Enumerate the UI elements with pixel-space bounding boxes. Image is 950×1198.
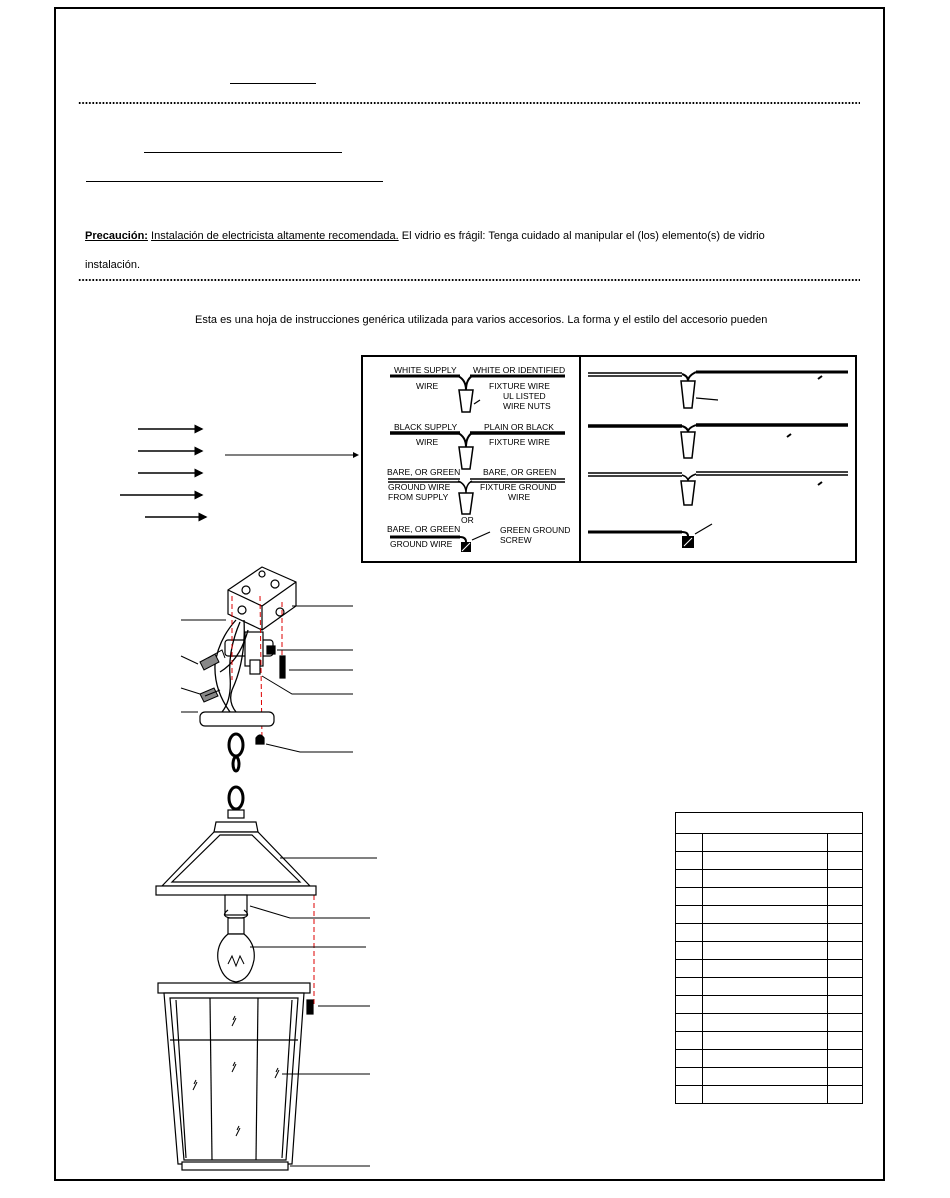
label-green-screw-2: SCREW: [500, 535, 532, 545]
label-black-supply-wire: WIRE: [416, 437, 439, 447]
lantern-top: [156, 810, 316, 915]
parts-table-header: [676, 813, 863, 834]
label-white-supply-wire: WIRE: [416, 381, 439, 391]
label-wire-nuts: WIRE NUTS: [503, 401, 551, 411]
caution-recommendation: Instalación de electricista altamente recomendada.: [151, 230, 399, 242]
caution-glass-warning: El vidrio es frágil: Tenga cuidado al manipular el (los) elemento(s) de vidrio: [401, 230, 765, 242]
canopy: [200, 656, 285, 744]
label-white-fixture: WHITE OR IDENTIFIED: [473, 365, 566, 375]
table-row: [676, 888, 863, 906]
label-or: OR: [461, 515, 474, 525]
label-ul-listed: UL LISTED: [503, 391, 546, 401]
label-ground-fixture-1: BARE, OR GREEN: [483, 467, 557, 477]
label-ground-alt-1: BARE, OR GREEN: [387, 524, 461, 534]
table-row: [676, 834, 863, 852]
parts-table: [675, 812, 863, 1104]
table-row: [676, 870, 863, 888]
table-row: [676, 942, 863, 960]
label-ground-fixture-2: FIXTURE GROUND: [480, 482, 557, 492]
label-ground-alt-2: GROUND WIRE: [390, 539, 453, 549]
table-row: [676, 852, 863, 870]
lantern-body: [158, 983, 313, 1170]
table-row: [676, 1032, 863, 1050]
label-ground-supply-1: BARE, OR GREEN: [387, 467, 461, 477]
chain-loop: [229, 734, 243, 809]
table-row: [676, 924, 863, 942]
table-row: [676, 960, 863, 978]
table-row: [676, 996, 863, 1014]
caution-continuation: instalación.: [85, 259, 141, 271]
label-black-fixture-wire: FIXTURE WIRE: [489, 437, 550, 447]
table-row: [676, 1014, 863, 1032]
label-ground-fixture-3: WIRE: [508, 492, 531, 502]
wire-connectors: [200, 650, 225, 702]
table-row: [676, 1068, 863, 1086]
label-white-supply: WHITE SUPPLY: [394, 365, 457, 375]
generic-instruction-note: Esta es una hoja de instrucciones genérica utilizada para varios accesorios. La forma y el estilo del accesorio pueden: [195, 314, 768, 326]
table-row: [676, 906, 863, 924]
label-black-fixture: PLAIN OR BLACK: [484, 422, 554, 432]
wiring-diagram-box: [362, 356, 856, 562]
label-white-fixture-wire: FIXTURE WIRE: [489, 381, 550, 391]
light-bulb: [218, 910, 255, 982]
supply-wires: [215, 620, 248, 712]
table-row: [676, 1086, 863, 1104]
table-row: [676, 978, 863, 996]
label-ground-supply-2: GROUND WIRE: [388, 482, 451, 492]
label-black-supply: BLACK SUPPLY: [394, 422, 458, 432]
caution-label: Precaución:: [85, 230, 148, 242]
tools-list: [120, 429, 358, 517]
label-green-screw-1: GREEN GROUND: [500, 525, 571, 535]
label-ground-supply-3: FROM SUPPLY: [388, 492, 449, 502]
table-row: [676, 1050, 863, 1068]
